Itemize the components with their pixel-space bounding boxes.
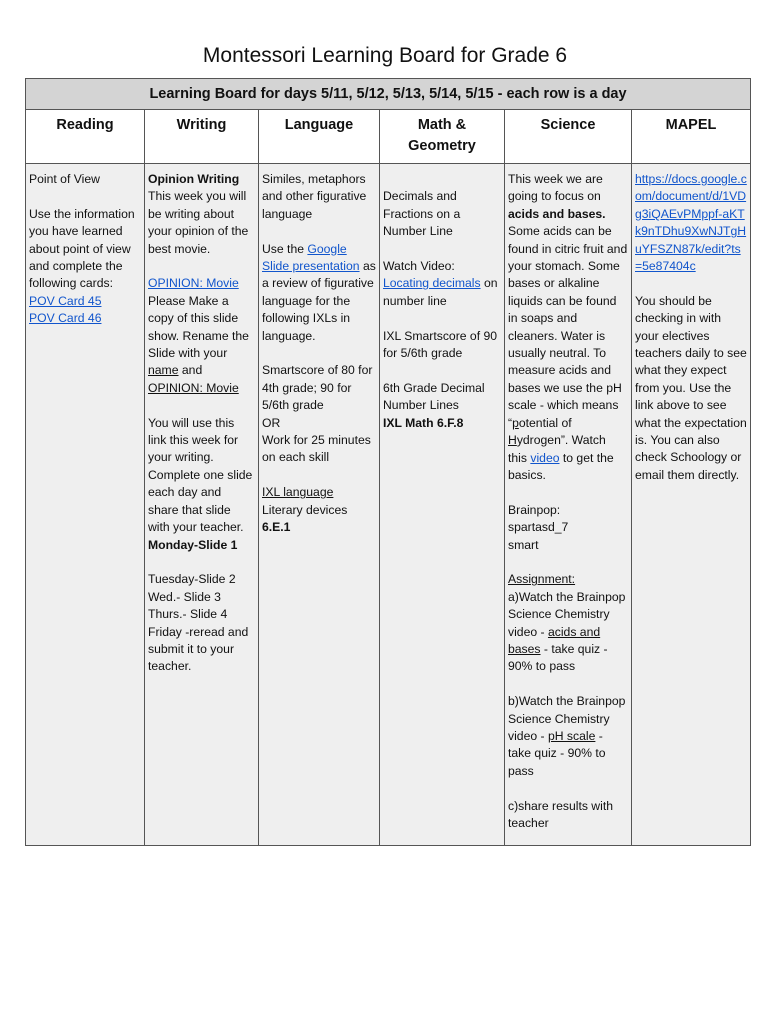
reading-cell [26,164,145,846]
reading-topic: Point of View [29,172,100,186]
header-science: Science [505,110,632,164]
opinion-movie-label: OPINION: Movie [148,380,239,395]
language-work-time: Work for 25 minutes on each skill [262,433,371,465]
day-row [26,164,751,846]
writing-cell [145,164,259,846]
math-video-line [383,275,501,310]
locating-decimals-link[interactable]: Locating decimals [383,276,481,291]
assignment-a-quiz: - take quiz - 90% to pass [508,641,608,674]
header-reading: Reading [26,110,145,164]
number-line-text: on number line [383,276,498,308]
language-cell [259,164,380,846]
header-math: Math & Geometry [380,110,505,164]
and-word: and [178,363,203,378]
assignment-b [508,693,628,780]
writing-copy-text: Please Make a copy of this slide show. Rename the Slide with your [148,293,249,361]
mapel-doc-link[interactable]: https://docs.google.com/document/d/1VDg3iQAEvPMppf-aKTk9nTDhu9XwNJTgHuYFSZN87k/edit?ts=5e87404c [635,172,747,274]
page-title: Montessori Learning Board for Grade 6 [202,44,568,67]
language-code: 6.E.1 [262,520,291,535]
language-topic: Similes, metaphors and other figurative language [262,172,367,221]
math-smartscore: IXL Smartscore of 90 for 5/6th grade [383,328,498,361]
writing-usage: You will use this link this week for your writing. Complete one slide each day and share that slide with your teacher. [148,415,253,535]
writing-heading: Opinion Writing [148,172,240,186]
assignment-b-text: b)Watch the Brainpop Science Chemistry video - [508,694,626,743]
writing-intro: This week you will be writing about your opinion of the best movie. [148,189,249,256]
science-intro-g: ydrogen”. Watch this [508,433,606,465]
writing-tuesday: Tuesday-Slide 2 [148,572,236,587]
science-intro [508,171,628,484]
science-intro-e: otential of [518,415,572,430]
language-smartscore: Smartscore of 80 for 4th grade; 90 for 5/6th grade [262,363,373,413]
math-decimal-lines: 6th Grade Decimal Number Lines [383,380,485,413]
google-slide-link[interactable]: Google Slide presentation [262,241,360,274]
math-watch-video: Watch Video: [383,259,455,273]
math-cell [380,164,505,846]
writing-thurs: Thurs.- Slide 4 [148,607,228,622]
pov-card-46-link[interactable]: POV Card 46 [29,311,102,326]
header-mapel: MAPEL [632,110,751,164]
brainpop-username: spartasd_7 [508,520,569,535]
science-intro-c: Some acids can be found in citric fruit and your stomach. Some bases or alkaline liquids can be found in soaps and cleaners. Water is usually neutral. To measure acids and bases we use the pH scale - which means “ [508,224,628,430]
p-letter: p [512,415,519,430]
ixl-math-code: IXL Math 6.F.8 [383,415,464,430]
science-video-link[interactable]: video [530,450,560,465]
acids-and-bases-link[interactable]: acids and bases [508,624,601,656]
science-cell [505,164,632,846]
header-writing: Writing [145,110,259,164]
opinion-movie-link[interactable]: OPINION: Movie [148,276,239,291]
board-banner: Learning Board for days 5/11, 5/12, 5/13, 5/14, 5/15 - each row is a day [26,79,751,110]
literary-devices: Literary devices [262,502,348,517]
mapel-cell [632,164,751,846]
mapel-instructions: You should be checking in with your electives teachers daily to see what they expect from you. Use the link above to see what the expectation is. You can also check Schoology or email them directly. [635,293,747,482]
writing-wed: Wed.- Slide 3 [148,589,221,604]
ph-scale-link[interactable]: pH scale [547,728,596,743]
science-intro-a: This week we are going to focus on [508,172,603,204]
science-intro-h: to get the basics. [508,450,614,482]
math-topic: Decimals and Fractions on a Number Line [383,189,461,239]
assignment-b-quiz: - take quiz - 90% to pass [508,728,606,778]
assignment-heading: Assignment: [508,572,576,587]
language-or: OR [262,415,281,430]
writing-monday: Monday-Slide 1 [148,537,238,552]
language-review [262,241,376,345]
header-language: Language [259,110,380,164]
header-row [26,110,751,164]
writing-friday: Friday -reread and submit it to your teacher. [148,624,249,674]
writing-copy-instructions [148,293,255,397]
acids-bases-bold: acids and bases. [508,206,606,221]
brainpop-password: smart [508,537,539,552]
review-text: as a review of figurative language for the following IXLs in language. [262,259,376,343]
learning-board-table [25,78,751,846]
h-letter: H [508,433,517,448]
assignment-c: c)share results with teacher [508,798,613,830]
brainpop-label: Brainpop: [508,502,561,517]
use-the-text: Use the [262,241,308,256]
name-word: name [148,363,179,378]
assignment-a [508,589,628,676]
pov-card-45-link[interactable]: POV Card 45 [29,293,102,308]
ixl-language-link[interactable]: IXL language [262,485,334,500]
reading-instructions: Use the information you have learned about point of view and complete the following cards: [29,206,135,291]
assignment-a-text: a)Watch the Brainpop Science Chemistry video - [508,589,626,639]
